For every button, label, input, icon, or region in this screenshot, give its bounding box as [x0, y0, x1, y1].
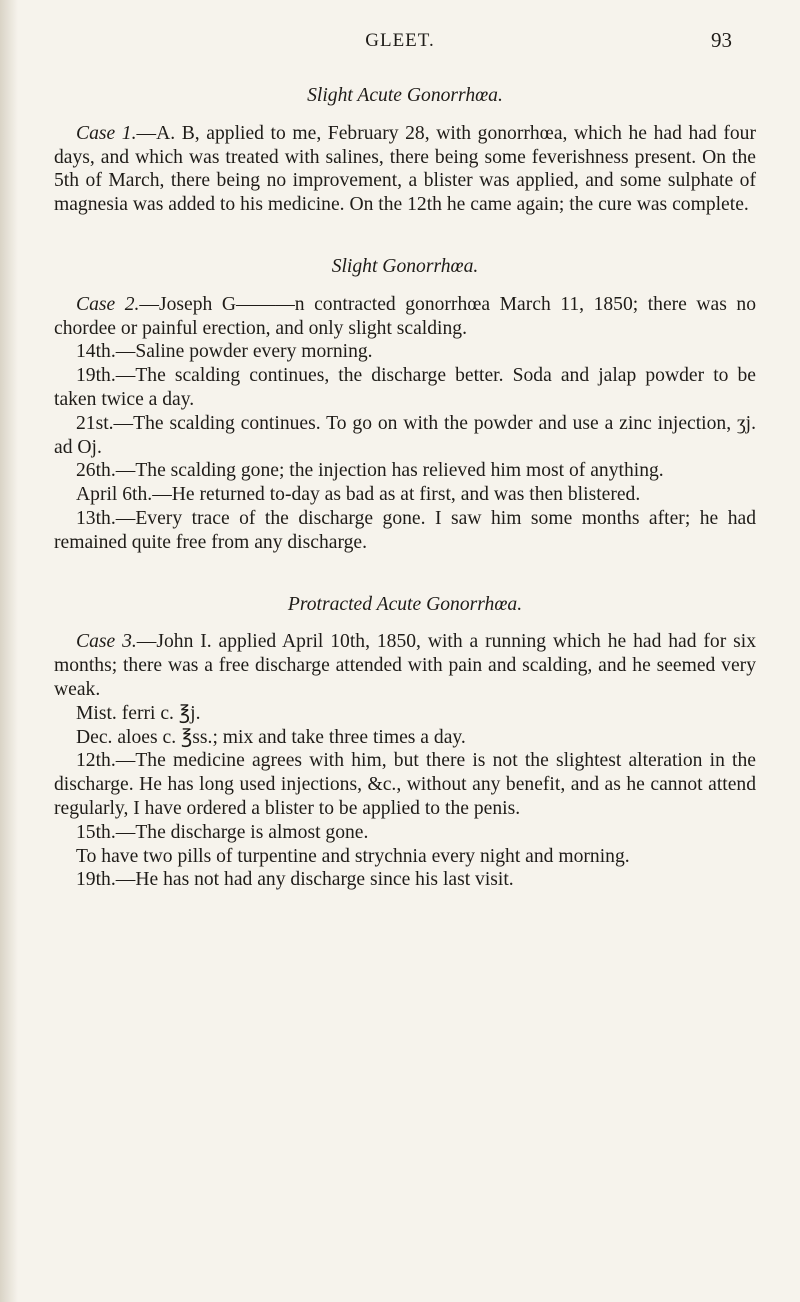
paragraph: 15th.—The discharge is almost gone.: [76, 821, 369, 843]
page-header: [0, 26, 800, 56]
paragraph: 21st.—The scalding continues. To go on with the powder and use a zinc injection, ʒj. ad Oj.: [54, 412, 756, 458]
paragraph: To have two pills of turpentine and strychnia every night and morning.: [76, 845, 630, 867]
paragraph: 12th.—The medicine agrees with him, but there is not the slightest alteration in the discharge. He has long used injections, &c., without any benefit, and as he cannot attend regularly, I have ordered a blister to be applied to the penis.: [54, 750, 756, 819]
paragraph: 26th.—The scalding gone; the injection has relieved him most of anything.: [76, 460, 664, 482]
case-label: Case 1.: [76, 122, 137, 144]
case-paragraph: [54, 630, 756, 701]
case-paragraph: [54, 122, 756, 217]
case-label: Case 2.: [76, 293, 140, 315]
section-slight-acute-gonorrhoea: [54, 84, 756, 217]
running-title: GLEET.: [365, 30, 435, 51]
page-number: 93: [711, 28, 732, 52]
paragraph-text: —Joseph G———n contracted gonorrhœa March 11, 1850; there was no chordee or painful erection, and only slight scalding.: [54, 293, 756, 339]
page-binding-shadow: [0, 0, 18, 1302]
section-title: Protracted Acute Gonorrhœa.: [287, 593, 523, 615]
paragraph: Dec. aloes c. ℥ss.; mix and take three times a day.: [76, 726, 466, 748]
section-title: Slight Gonorrhœa.: [331, 255, 479, 277]
section-protracted-acute-gonorrhoea: [54, 593, 756, 893]
case-label: Case 3.: [76, 631, 137, 653]
paragraph-text: —John I. applied April 10th, 1850, with a running which he had had for six months; there was a free discharge attended with pain and scalding, and he seemed very weak.: [54, 631, 756, 700]
page-body: [54, 84, 756, 892]
paragraph: Mist. ferri c. ℥j.: [76, 702, 201, 724]
case-paragraph: [54, 293, 756, 341]
section-title: Slight Acute Gonorrhœa.: [307, 85, 503, 106]
section-slight-gonorrhoea: [54, 255, 756, 555]
paragraph: 14th.—Saline powder every morning.: [76, 341, 373, 363]
paragraph: April 6th.—He returned to-day as bad as at first, and was then blistered.: [76, 484, 641, 506]
paragraph: 19th.—He has not had any discharge since his last visit.: [76, 869, 514, 891]
paragraph: 13th.—Every trace of the discharge gone. I saw him some months after; he had remained quite free from any discharge.: [54, 507, 756, 553]
paragraph: 19th.—The scalding continues, the discharge better. Soda and jalap powder to be taken twice a day.: [54, 365, 756, 410]
paragraph-text: —A. B, applied to me, February 28, with gonorrhœa, which he had had four days, and which was treated with salines, there being some feverishness present. On the 5th of March, there being no improvement, a blister was applied, and some sulphate of magnesia was added to his medicine. On the 12th he came again; the cure was complete.: [54, 122, 756, 216]
